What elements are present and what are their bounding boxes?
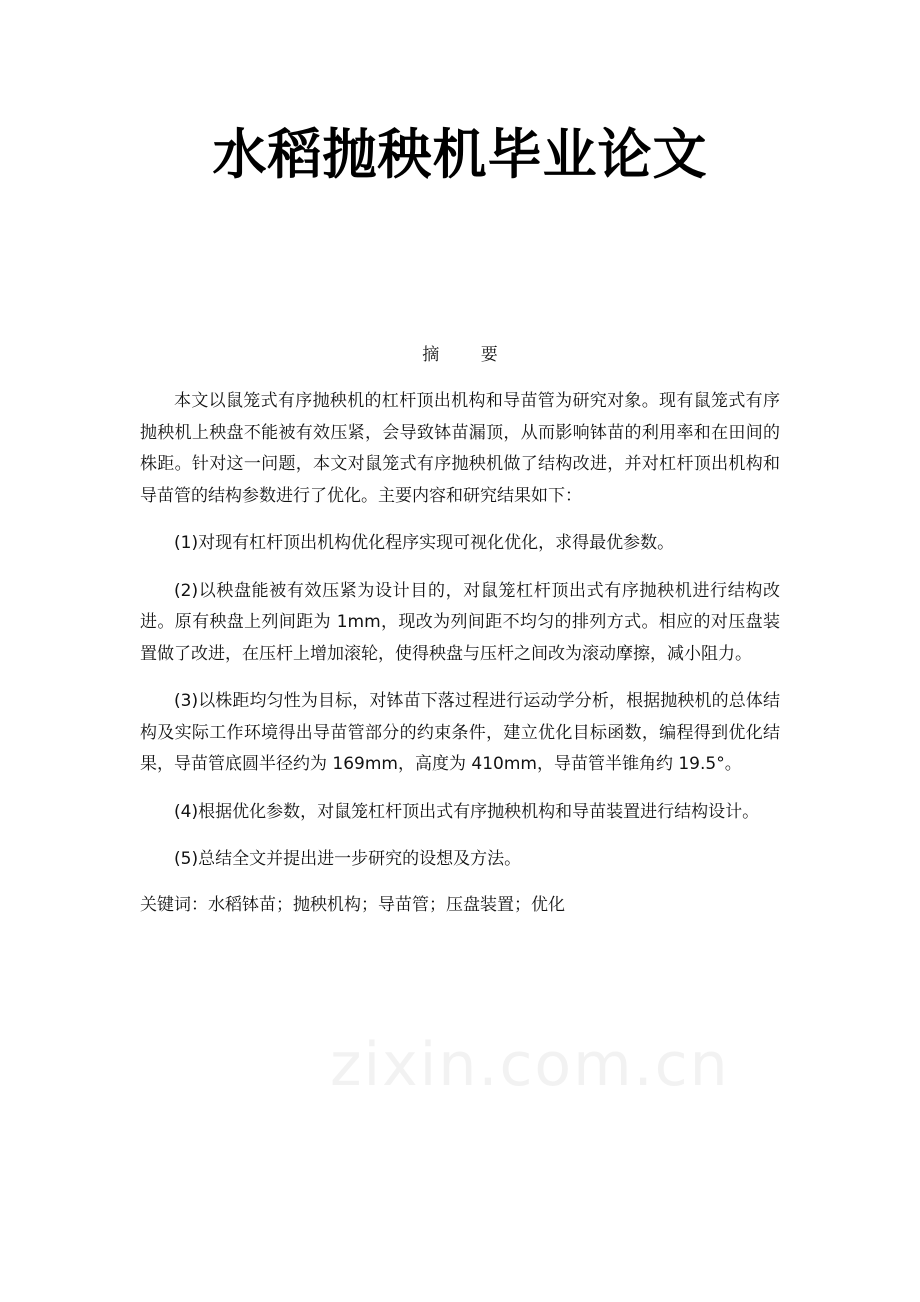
keywords-label: 关键词： <box>140 894 208 915</box>
keywords-line <box>140 890 780 922</box>
abstract-paragraph-intro: 本文以鼠笼式有序抛秧机的杠杆顶出机构和导苗管为研究对象。现有鼠笼式有序抛秧机上秧盘不能被有效压紧，会导致钵苗漏顶，从而影响钵苗的利用率和在田间的株距。针对这一问题，本文对鼠笼式有序抛秧机做了结构改进，并对杠杆顶出机构和导苗管的结构参数进行了优化。主要内容和研究结果如下： <box>140 391 780 506</box>
abstract-paragraph-3: (3)以株距均匀性为目标，对钵苗下落过程进行运动学分析，根据抛秧机的总体结构及实际工作环境得出导苗管部分的约束条件，建立优化目标函数，编程得到优化结果，导苗管底圆半径约为 169mm，高度为 410mm，导苗管半锥角约 19.5°。 <box>140 691 780 774</box>
abstract-paragraph-5: (5)总结全文并提出进一步研究的设想及方法。 <box>174 849 522 869</box>
document-title: 水稻抛秧机毕业论文 <box>212 123 708 186</box>
abstract-heading: 摘 要 <box>422 345 516 365</box>
keywords-text: 水稻钵苗；抛秧机构；导苗管；压盘装置；优化 <box>208 894 565 915</box>
site-watermark: zixin.com.cn <box>330 1030 730 1100</box>
abstract-body <box>140 386 780 921</box>
abstract-paragraph-1: (1)对现有杠杆顶出机构优化程序实现可视化优化，求得最优参数。 <box>174 533 675 553</box>
abstract-paragraph-2: (2)以秧盘能被有效压紧为设计目的，对鼠笼杠杆顶出式有序抛秧机进行结构改进。原有秧盘上列间距为 1mm，现改为列间距不均匀的排列方式。相应的对压盘装置做了改进，在压杆上增加滚轮，使得秧盘与压杆之间改为滚动摩擦，减小阻力。 <box>140 580 780 664</box>
abstract-paragraph-4: (4)根据优化参数，对鼠笼杠杆顶出式有序抛秧机构和导苗装置进行结构设计。 <box>174 801 760 822</box>
